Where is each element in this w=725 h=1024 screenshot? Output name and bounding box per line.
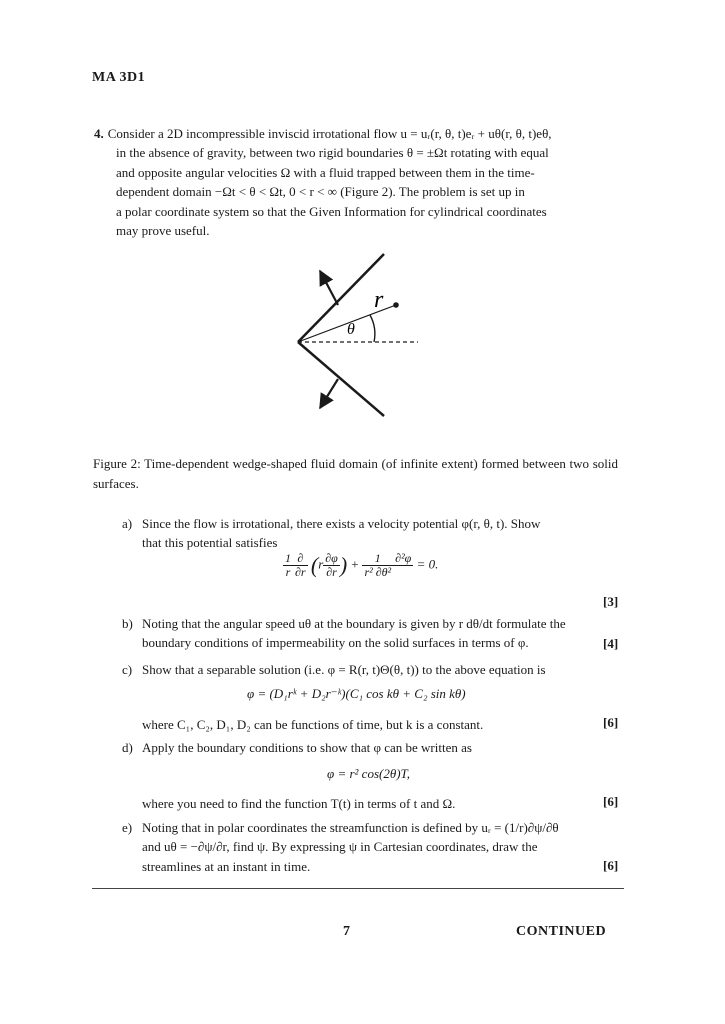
frac-dphi-dr: $\frac{\partial\varphi}{\partial r}$: [325, 551, 338, 579]
part-label: b): [122, 616, 133, 631]
part-label: c): [122, 662, 133, 677]
intro-line: a polar coordinate system so that the Given Information for cylindrical coordinates: [116, 203, 547, 219]
part-c-after: where C₁, C₂, D₁, D₂ can be functions of time, but k is a constant.: [142, 717, 484, 732]
part-a-line: [122, 514, 622, 533]
part-d-after: where you need to find the function T(t) in terms of t and Ω.: [142, 796, 456, 811]
point-marker: [393, 302, 399, 308]
marks-e: [6]: [603, 858, 619, 873]
lower-rotation-arrow: [320, 379, 338, 408]
equals-zero: = 0.: [416, 556, 439, 572]
marks-b: [4]: [603, 636, 619, 651]
part-c: [122, 660, 622, 679]
footer-divider: [92, 888, 624, 889]
part-a-text: Since the flow is irrotational, there exists a velocity potential φ(r, θ, t). Show: [142, 516, 541, 531]
phi-result-equation: φ = r² cos(2θ)T,: [327, 766, 411, 781]
upper-boundary: [298, 254, 384, 342]
part-e-line: [122, 818, 622, 837]
intro-line-text: Consider a 2D incompressible inviscid irrotational flow u = uᵣ(r, θ, t)eᵣ + uθ(r, θ, t)eθ,: [107, 126, 552, 141]
angle-arc: [370, 315, 375, 342]
part-label: a): [122, 516, 133, 531]
part-b-text: Noting that the angular speed uθ at the boundary is given by r dθ/dt formulate the: [142, 616, 566, 631]
continued-label: CONTINUED: [516, 924, 607, 939]
part-c-line: [122, 660, 622, 679]
question-number: 4.: [94, 126, 104, 141]
part-e-line: streamlines at an instant in time.: [142, 858, 311, 874]
close-paren: ): [339, 552, 348, 578]
part-d: [122, 738, 622, 757]
part-e: [122, 818, 622, 876]
intro-line: [94, 124, 618, 143]
page-number: 7: [343, 924, 350, 939]
separable-solution-equation: φ = (D₁rᵏ + D₂r⁻ᵏ)(C₁ cos kθ + C₂ sin kθ): [247, 686, 466, 701]
marks-a: [3]: [603, 594, 619, 609]
part-b: [122, 614, 622, 653]
wedge-figure: [280, 248, 440, 420]
label-r: r: [374, 287, 384, 313]
frac-1-over-r2: $\frac{1}{\text{r² ∂θ²}}$: [364, 551, 392, 579]
frac-d2phi: ∂²φ: [395, 551, 412, 565]
part-a-line: that this potential satisfies: [142, 535, 278, 551]
part-e-text: Noting that in polar coordinates the streamfunction is defined by uᵣ = (1/r)∂ψ/∂θ: [142, 820, 559, 835]
part-d-line: [122, 738, 622, 757]
intro-line: in the absence of gravity, between two rigid boundaries θ = ±Ωt rotating with equal: [116, 145, 549, 161]
part-label: e): [122, 820, 133, 835]
laplace-equation: [283, 552, 438, 579]
part-label: d): [122, 740, 133, 755]
marks-c: [6]: [603, 715, 619, 730]
intro-line: and opposite angular velocities Ω with a fluid trapped between them in the time-: [116, 164, 535, 180]
inner-r: r: [318, 556, 324, 572]
part-b-line: [122, 614, 622, 633]
plus-sign: +: [350, 556, 360, 572]
figure-caption: Figure 2: Time-dependent wedge-shaped fluid domain (of infinite extent) formed between two solid surfaces.: [93, 456, 618, 491]
lower-boundary: [298, 342, 384, 416]
frac-d-dr: $\frac{\partial}{\partial r}$: [295, 551, 306, 579]
part-d-text: Apply the boundary conditions to show that φ can be written as: [142, 740, 472, 755]
part-a: [122, 514, 622, 553]
intro-line: may prove useful.: [116, 223, 210, 239]
part-c-text: Show that a separable solution (i.e. φ = R(r, t)Θ(θ, t)) to the above equation is: [142, 662, 546, 677]
label-theta: θ: [347, 321, 355, 338]
marks-d: [6]: [603, 794, 619, 809]
part-e-line: and uθ = −∂ψ/∂r, find ψ. By expressing ψ in Cartesian coordinates, draw the: [142, 839, 538, 855]
part-b-line: boundary conditions of impermeability on the solid surfaces in terms of φ.: [142, 635, 529, 651]
course-code: MA 3D1: [92, 70, 146, 85]
upper-rotation-arrow: [320, 271, 338, 305]
frac-1-over-r: $\frac{1}{r}$: [285, 551, 291, 579]
open-paren: (: [310, 552, 319, 578]
intro-line: dependent domain −Ωt < θ < Ωt, 0 < r < ∞ (Figure 2). The problem is set up in: [116, 184, 525, 200]
question-intro: [94, 124, 618, 240]
